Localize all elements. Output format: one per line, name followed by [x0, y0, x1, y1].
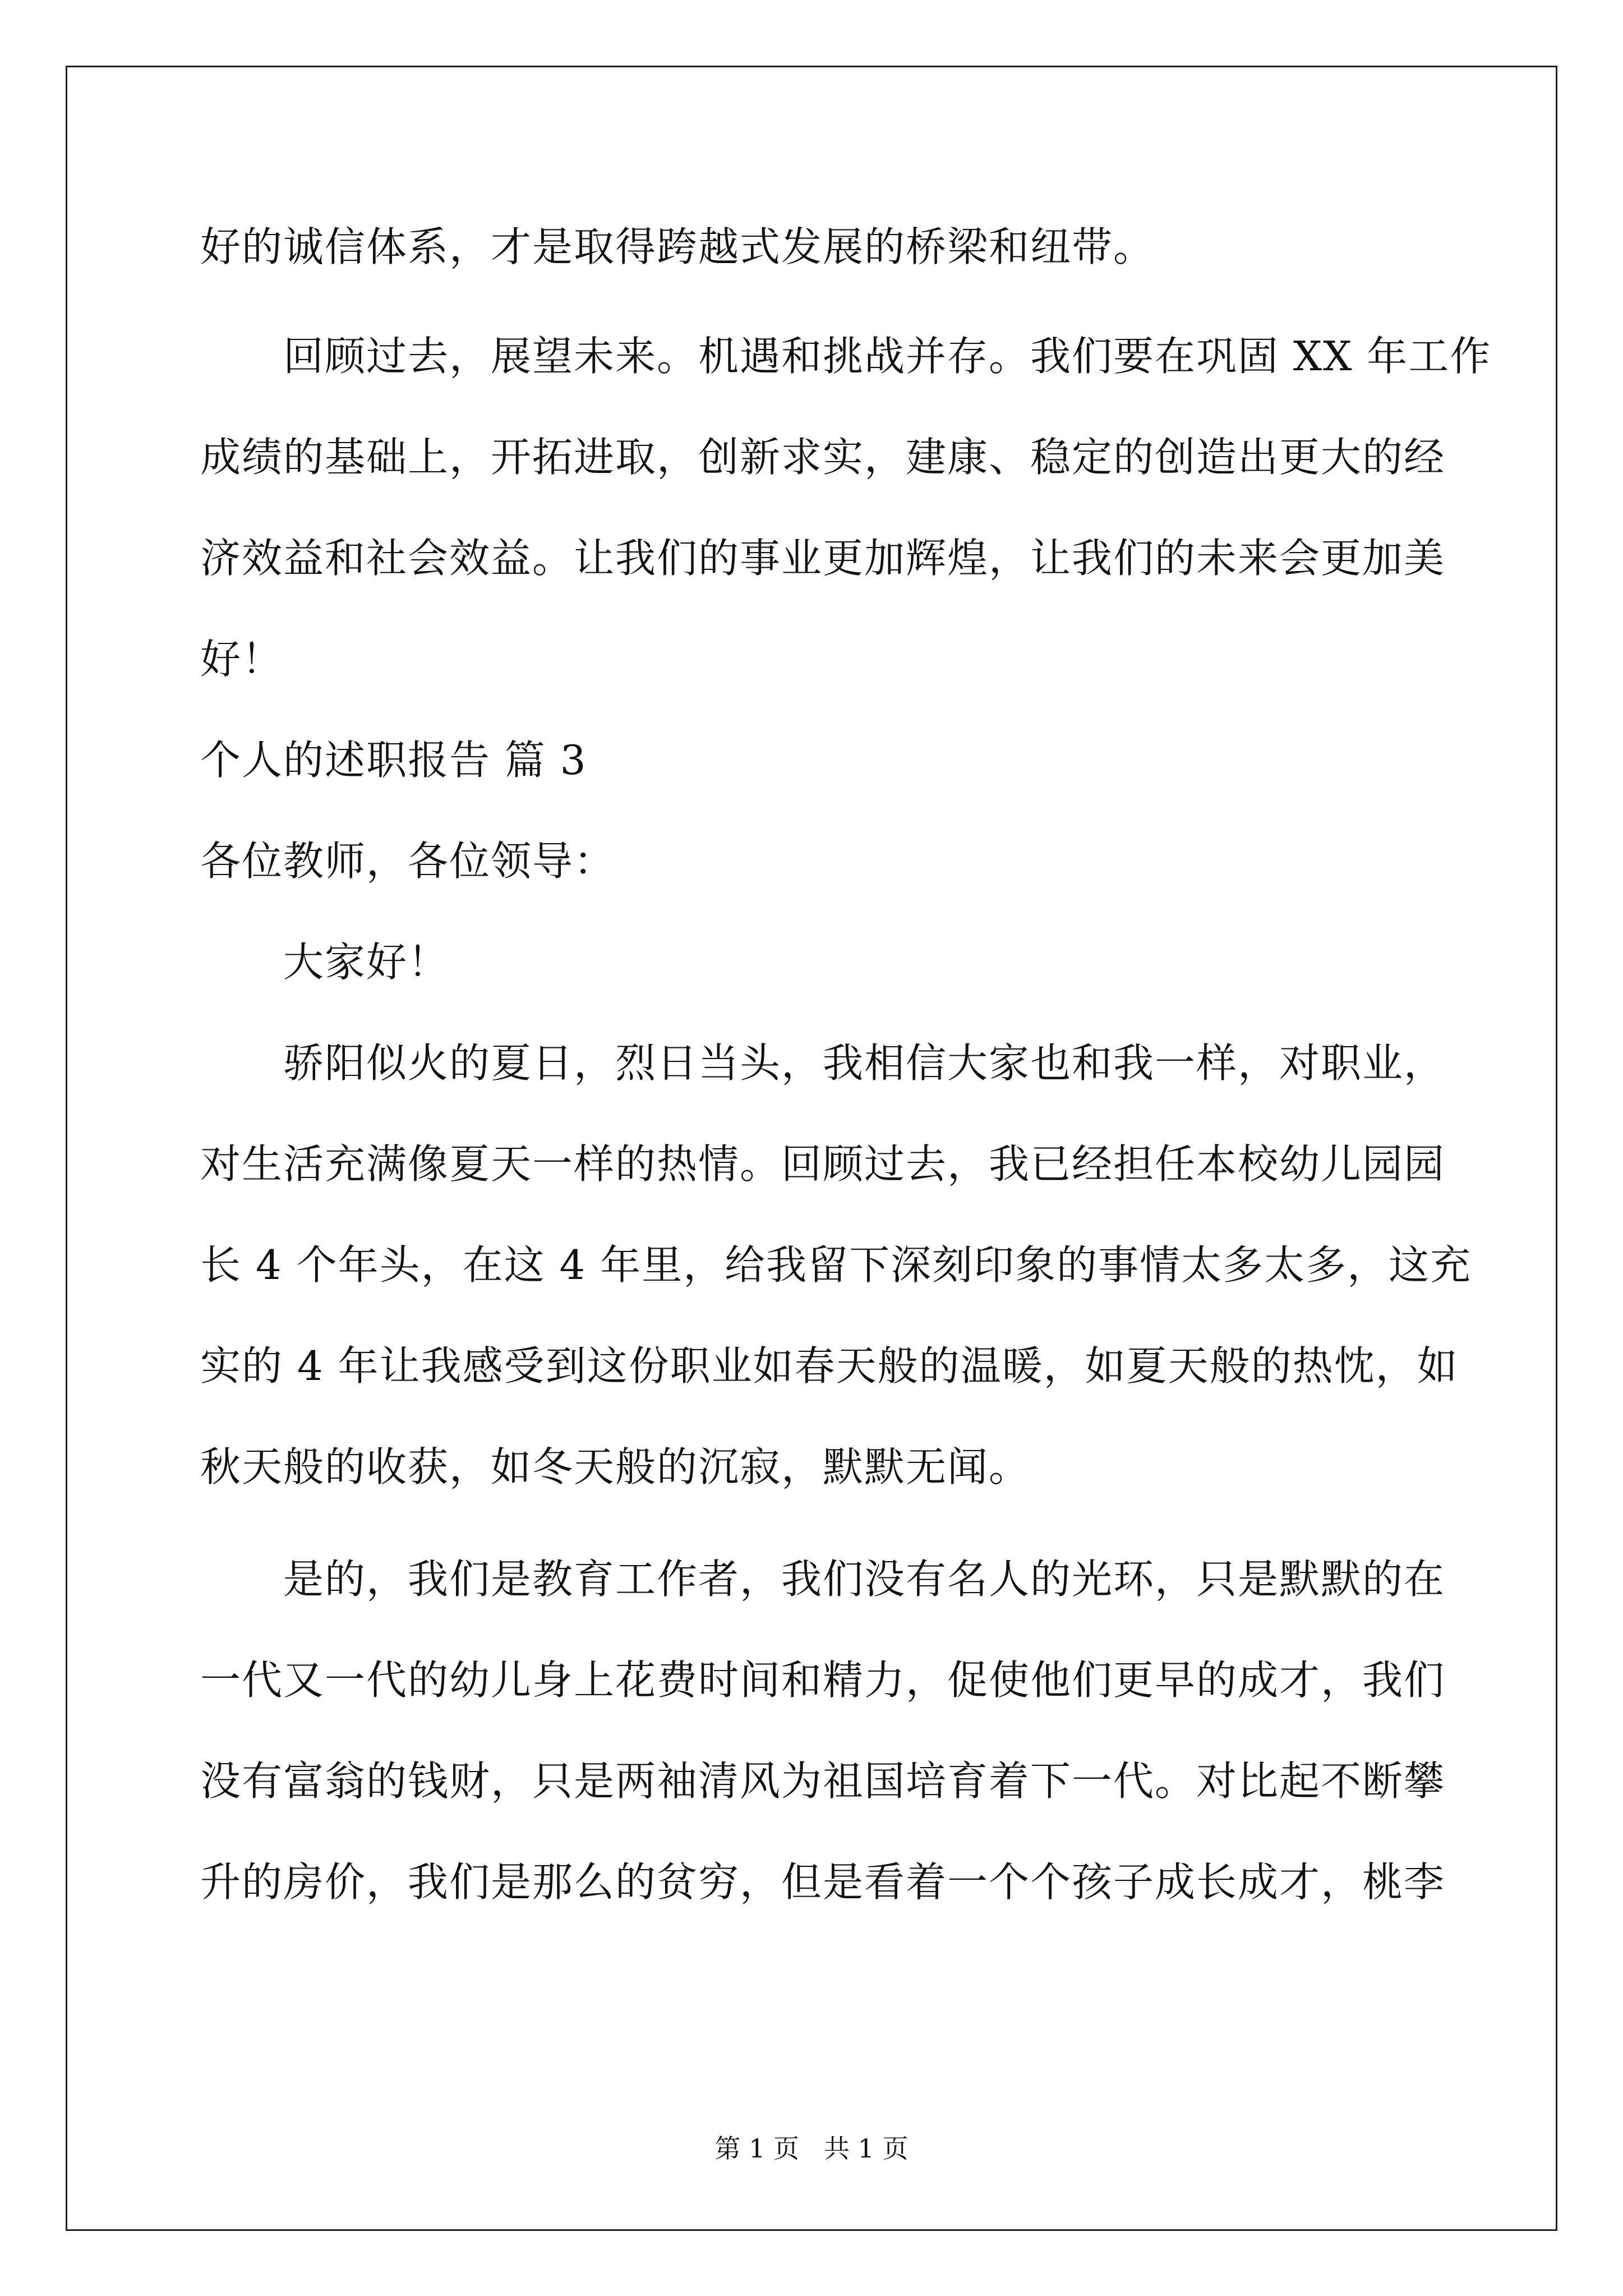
text-line: 骄阳似火的夏日，烈日当头，我相信大家也和我一样，对职业， — [283, 1039, 1446, 1087]
section-heading: 个人的述职报告 篇 3 — [200, 737, 587, 784]
greeting: 大家好！ — [283, 938, 450, 986]
text-line: 长 4 个年头，在这 4 年里，给我留下深刻印象的事情太多太多，这充 — [200, 1241, 1472, 1289]
text-line: 好！ — [200, 636, 284, 683]
page-number: 第 1 页 — [714, 2133, 800, 2164]
text-line: 好的诚信体系，才是取得跨越式发展的桥梁和纽带。 — [200, 223, 1155, 270]
text-line: 对生活充满像夏天一样的热情。回顾过去，我已经担任本校幼儿园园 — [200, 1140, 1446, 1188]
text-line: 没有富翁的钱财，只是两袖清风为祖国培育着下一代。对比起不断攀 — [200, 1757, 1446, 1805]
page-footer — [0, 2132, 1623, 2165]
text-line: 升的房价，我们是那么的贫穷，但是看着一个个孩子成长成才，桃李 — [200, 1858, 1446, 1906]
text-line: 回顾过去，展望未来。机遇和挑战并存。我们要在巩固 XX 年工作 — [283, 333, 1492, 380]
text-line: 是的，我们是教育工作者，我们没有名人的光环，只是默默的在 — [283, 1556, 1446, 1603]
text-line: 成绩的基础上，开拓进取，创新求实，建康、稳定的创造出更大的经 — [200, 434, 1446, 481]
text-line: 一代又一代的幼儿身上花费时间和精力，促使他们更早的成才，我们 — [200, 1657, 1446, 1704]
page-total: 共 1 页 — [823, 2133, 909, 2164]
text-line: 秋天般的收获，如冬天般的沉寂，默默无闻。 — [200, 1443, 1031, 1490]
text-line: 实的 4 年让我感受到这份职业如春天般的温暖，如夏天般的热忱，如 — [200, 1342, 1459, 1389]
salutation: 各位教师，各位领导： — [200, 838, 616, 885]
text-line: 济效益和社会效益。让我们的事业更加辉煌，让我们的未来会更加美 — [200, 535, 1446, 582]
